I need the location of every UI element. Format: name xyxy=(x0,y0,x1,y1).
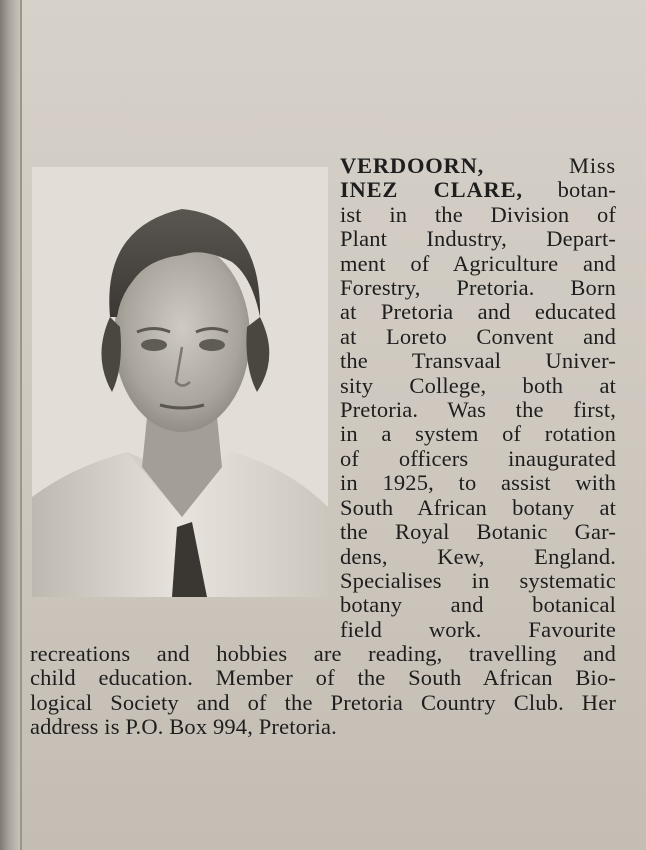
portrait-photo xyxy=(32,167,328,597)
entry-line: in a system of rotation xyxy=(340,421,616,447)
entry-line: dens, Kew, England. xyxy=(340,543,616,569)
entry-line: recreations and hobbies are reading, travelling and xyxy=(30,641,616,666)
entry-line: ist in the Division of xyxy=(340,201,616,227)
entry-line: address is P.O. Box 994, Pretoria. xyxy=(30,714,337,740)
entry-line: ment of Agriculture and xyxy=(340,250,616,276)
gutter-edge xyxy=(20,0,22,850)
entry-given-names: INEZ CLARE, xyxy=(340,177,523,203)
entry-line: logical Society and of the Pretoria Country Club. Her xyxy=(30,689,616,715)
entry-line: botany and botanical xyxy=(340,592,616,618)
entry-line: of officers inaugurated xyxy=(340,445,616,471)
entry-line: sity College, both at xyxy=(340,372,616,398)
entry-text-column xyxy=(340,154,616,642)
entry-line: the Transvaal Univer- xyxy=(340,348,616,374)
entry-line: Specialises in systematic xyxy=(340,567,616,593)
entry-line-1 xyxy=(340,154,616,178)
portrait-illustration xyxy=(32,167,328,597)
book-gutter xyxy=(0,0,20,850)
entry-line-1-tail: botan- xyxy=(557,177,616,203)
entry-line: Plant Industry, Depart- xyxy=(340,226,616,252)
entry-line: Forestry, Pretoria. Born xyxy=(340,275,616,301)
entry-line: South African botany at xyxy=(340,494,616,520)
entry-line: child education. Member of the South African Bio- xyxy=(30,665,616,691)
entry-surname: VERDOORN, xyxy=(340,153,485,178)
entry-line: at Pretoria and educated xyxy=(340,299,616,325)
entry-text-full-width xyxy=(30,642,616,740)
entry-line: in 1925, to assist with xyxy=(340,470,616,496)
entry-line-2 xyxy=(340,178,616,202)
entry-line: field work. Favourite xyxy=(340,616,616,642)
entry-line: Pretoria. Was the first, xyxy=(340,397,616,423)
entry-line: the Royal Botanic Gar- xyxy=(340,519,616,545)
entry-line: at Loreto Convent and xyxy=(340,323,616,349)
entry-title: Miss xyxy=(569,153,616,178)
